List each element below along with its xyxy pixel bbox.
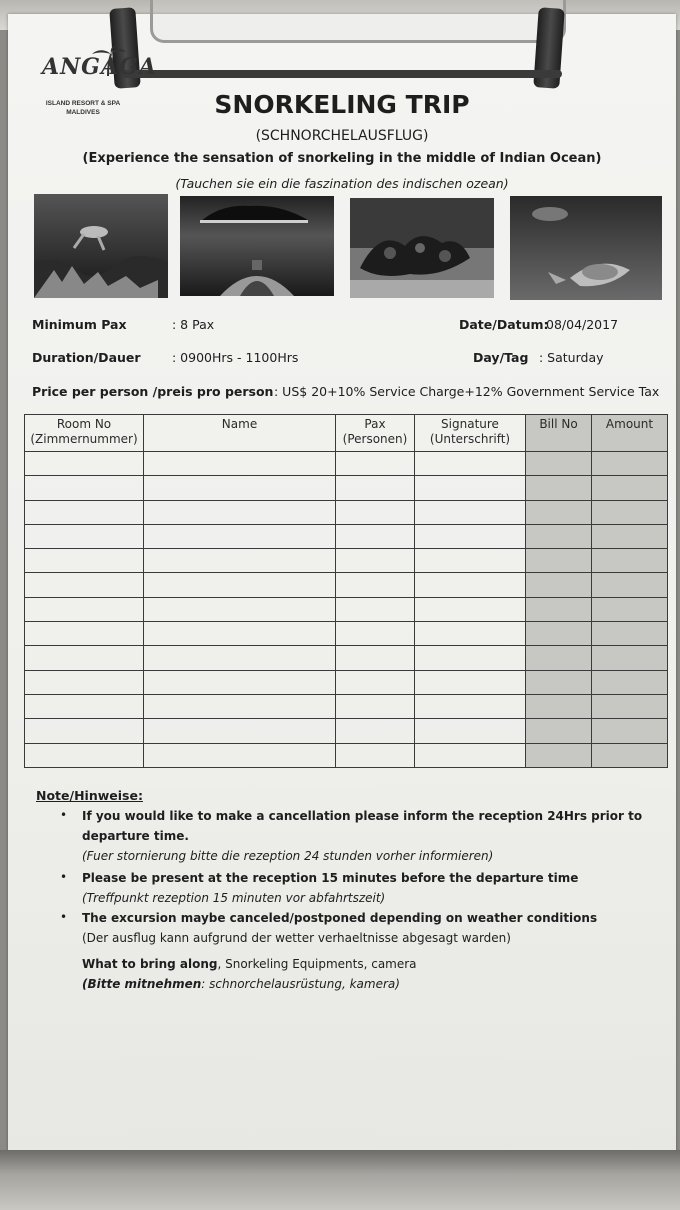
table-cell[interactable]	[144, 719, 336, 743]
table-cell[interactable]	[415, 670, 526, 694]
notes-title: Note/Hinweise:	[36, 788, 143, 803]
table-row	[25, 694, 668, 718]
table-cell[interactable]	[592, 500, 668, 524]
col-name: Name	[144, 415, 336, 452]
table-cell[interactable]	[25, 476, 144, 500]
table-cell[interactable]	[415, 452, 526, 476]
table-row	[25, 622, 668, 646]
table-cell[interactable]	[415, 646, 526, 670]
table-cell[interactable]	[526, 476, 592, 500]
table-cell[interactable]	[592, 452, 668, 476]
table-cell[interactable]	[526, 743, 592, 767]
table-cell[interactable]	[526, 719, 592, 743]
table-row	[25, 573, 668, 597]
tagline: (Experience the sensation of snorkeling in the middle of Indian Ocean)	[82, 151, 602, 166]
min-pax-value: : 8 Pax	[172, 317, 215, 332]
photo-coral-reef	[350, 198, 494, 302]
note-item-3: The excursion maybe canceled/postponed depending on weather conditions (Der ausflug kann aufgrund der wetter verhaeltnisse abgesagt warden)	[82, 911, 598, 945]
clipboard-clip-icon	[150, 0, 566, 43]
table-cell[interactable]	[526, 573, 592, 597]
table-cell[interactable]	[144, 476, 336, 500]
photo-sea-turtle	[510, 196, 662, 300]
table-cell[interactable]	[25, 452, 144, 476]
table-row	[25, 597, 668, 621]
tagline-german: (Tauchen sie ein die faszination des indischen ozean)	[175, 176, 509, 191]
table-row	[25, 646, 668, 670]
page-title: SNORKELING TRIP	[214, 90, 470, 119]
note-item-1: If you would like to make a cancellation please inform the reception 24Hrs prior to departure time. (Fuer stornierung bitte die rezeption 24 stunden vorher informieren)	[82, 809, 643, 863]
table-cell[interactable]	[25, 500, 144, 524]
photo-snorkelers	[34, 194, 168, 298]
table-cell[interactable]	[415, 719, 526, 743]
table-cell[interactable]	[592, 743, 668, 767]
table-cell[interactable]	[336, 500, 415, 524]
table-cell[interactable]	[336, 476, 415, 500]
table-cell[interactable]	[336, 452, 415, 476]
table-row	[25, 476, 668, 500]
note-item-2: Please be present at the reception 15 minutes before the departure time (Treffpunkt rezeption 15 minuten vor abfahrtszeit)	[82, 871, 579, 905]
day-value: : Saturday	[539, 350, 604, 365]
table-cell[interactable]	[144, 670, 336, 694]
table-cell[interactable]	[336, 719, 415, 743]
table-cell[interactable]	[592, 719, 668, 743]
table-cell[interactable]	[144, 549, 336, 573]
table-cell[interactable]	[336, 549, 415, 573]
table-cell[interactable]	[25, 524, 144, 548]
bullet-1: •	[60, 808, 68, 822]
table-cell[interactable]	[25, 597, 144, 621]
table-cell[interactable]	[592, 549, 668, 573]
table-row	[25, 524, 668, 548]
table-row	[25, 500, 668, 524]
duration-value: : 0900Hrs - 1100Hrs	[172, 350, 299, 365]
table-row	[25, 549, 668, 573]
table-cell[interactable]	[144, 743, 336, 767]
table-cell[interactable]	[25, 719, 144, 743]
col-pax: Pax (Personen)	[336, 415, 415, 452]
table-cell[interactable]	[415, 500, 526, 524]
col-signature: Signature (Unterschrift)	[415, 415, 526, 452]
day-label: Day/Tag	[473, 350, 529, 365]
table-cell[interactable]	[336, 743, 415, 767]
table-cell[interactable]	[144, 646, 336, 670]
col-amount: Amount	[592, 415, 668, 452]
table-cell[interactable]	[336, 524, 415, 548]
table-cell[interactable]	[336, 622, 415, 646]
table-cell[interactable]	[144, 694, 336, 718]
table-cell[interactable]	[415, 524, 526, 548]
table-cell[interactable]	[526, 524, 592, 548]
bring-along: What to bring along, Snorkeling Equipments, camera (Bitte mitnehmen: schnorchelausrüstung, kamera)	[82, 957, 417, 991]
col-room-no: Room No (Zimmernummer)	[25, 415, 144, 452]
table-cell[interactable]	[144, 622, 336, 646]
logo-line-2: MALDIVES	[66, 109, 100, 116]
table-cell[interactable]	[592, 573, 668, 597]
date-label: Date/Datum:	[459, 317, 549, 332]
table-cell[interactable]	[25, 573, 144, 597]
date-value: 08/04/2017	[546, 317, 619, 332]
clipboard-bottom	[0, 1150, 680, 1210]
table-cell[interactable]	[415, 476, 526, 500]
table-row	[25, 743, 668, 767]
table-cell[interactable]	[415, 743, 526, 767]
table-cell[interactable]	[25, 646, 144, 670]
duration-label: Duration/Dauer	[32, 350, 141, 365]
table-cell[interactable]	[592, 670, 668, 694]
table-cell[interactable]	[415, 597, 526, 621]
table-cell[interactable]	[526, 452, 592, 476]
table-cell[interactable]	[526, 622, 592, 646]
table-cell[interactable]	[336, 573, 415, 597]
table-cell[interactable]	[25, 743, 144, 767]
table-cell[interactable]	[25, 622, 144, 646]
page-subtitle: (SCHNORCHELAUSFLUG)	[255, 128, 429, 144]
table-cell[interactable]	[25, 694, 144, 718]
table-cell[interactable]	[592, 622, 668, 646]
table-header-row	[25, 415, 668, 452]
table-cell[interactable]	[526, 646, 592, 670]
table-cell[interactable]	[415, 694, 526, 718]
table-cell[interactable]	[592, 524, 668, 548]
table-cell[interactable]	[144, 524, 336, 548]
table-cell[interactable]	[592, 646, 668, 670]
logo-brand: ANGAGA	[42, 54, 157, 80]
table-cell[interactable]	[526, 670, 592, 694]
table-cell[interactable]	[526, 549, 592, 573]
bullet-3: •	[60, 910, 68, 924]
price-label: Price per person /preis pro person	[32, 384, 274, 399]
table-cell[interactable]	[336, 694, 415, 718]
table-row	[25, 719, 668, 743]
table-cell[interactable]	[526, 597, 592, 621]
table-cell[interactable]	[526, 694, 592, 718]
table-cell[interactable]	[25, 549, 144, 573]
table-cell[interactable]	[415, 573, 526, 597]
table-cell[interactable]	[25, 670, 144, 694]
table-cell[interactable]	[336, 670, 415, 694]
col-bill-no: Bill No	[526, 415, 592, 452]
logo-line-1: ISLAND RESORT & SPA	[45, 100, 121, 107]
table-cell[interactable]	[144, 573, 336, 597]
table-cell[interactable]	[526, 500, 592, 524]
table-row	[25, 670, 668, 694]
min-pax-label: Minimum Pax	[32, 317, 127, 332]
registration-table	[24, 414, 668, 768]
table-row	[25, 452, 668, 476]
table-cell[interactable]	[144, 452, 336, 476]
table-cell[interactable]	[336, 646, 415, 670]
photo-strip	[34, 194, 664, 302]
photo-island-boat	[180, 196, 334, 300]
table-cell[interactable]	[415, 622, 526, 646]
table-cell[interactable]	[592, 476, 668, 500]
table-cell[interactable]	[144, 597, 336, 621]
table-cell[interactable]	[592, 597, 668, 621]
table-cell[interactable]	[336, 597, 415, 621]
table-cell[interactable]	[415, 549, 526, 573]
clip-rod	[122, 70, 562, 78]
table-cell[interactable]	[144, 500, 336, 524]
bullet-2: •	[60, 870, 68, 884]
price-value: : US$ 20+10% Service Charge+12% Government Service Tax	[274, 384, 660, 399]
table-cell[interactable]	[592, 694, 668, 718]
